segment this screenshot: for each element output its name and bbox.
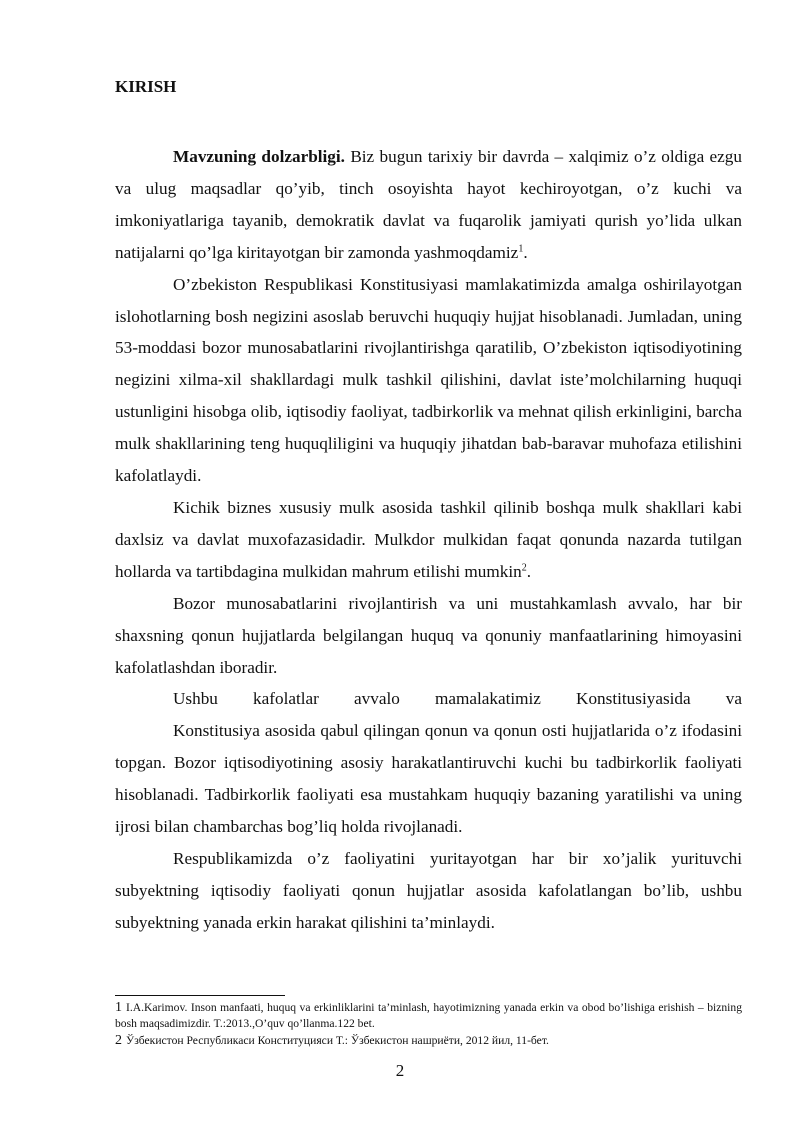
page-number: 2	[395, 1061, 405, 1080]
section-heading: KIRISH	[115, 77, 177, 96]
footnote-ref-2[interactable]: 2	[521, 562, 527, 574]
paragraph-2: O’zbekiston Respublikasi Konstitusiyasi mamlakatimizda amalga oshirilayotgan islohotlarning bosh negizini asoslab beruvchi huquqiy hujjat hisoblanadi. Jumladan, uning 53-moddasi bozor munosabatlarini rivojlantirishga qaratilib, O’zbekiston iqtisodiyotining negizini xilma-xil shakllardagi mulk tashkil qilishini, davlat iste’molchilarning huquqi ustunligini hisobga olib, iqtisodiy faoliyat, tadbirkorlik va mehnat qilish erkinligini, barcha mulk shakllarining teng huquqliligini va huquqiy jihatdan bab-baravar muhofaza etilishini kafolatlaydi.	[115, 274, 742, 486]
body-text	[115, 141, 742, 939]
paragraph-4: Bozor munosabatlarini rivojlantirish va uni mustahkamlash avvalo, har bir shaxsning qonun hujjatlarda belgilangan huquq va qonuniy manfaatlarining himoyasini kafolatlashdan iboradir.	[115, 593, 742, 677]
paragraph-3	[115, 492, 742, 588]
paragraph-5: Ushbu kafolatlar avvalo mamalakatimiz Konstitusiyasida va	[173, 689, 742, 709]
paragraph-text: Kichik biznes xususiy mulk asosida tashkil qilinib boshqa mulk shakllari kabi daxlsiz va davlat muxofazasidadir. Mulkdor mulkidan faqat qonunda nazarda tutilgan hollarda va tartibdagina mulkidan mahrum etilishi mumkin	[115, 497, 742, 581]
paragraph-tail: .	[523, 242, 528, 262]
footnote-2	[115, 1033, 742, 1049]
footnote-ref-1[interactable]: 1	[518, 242, 524, 254]
paragraph-tail: .	[526, 561, 531, 581]
paragraph-1	[115, 141, 742, 269]
footnote-divider	[115, 995, 285, 996]
paragraph-7: Respublikamizda o’z faoliyatini yuritayotgan har bir xo’jalik yurituvchi subyektning iqtisodiy faoliyati qonun hujjatlar asosida kafolatlangan bo’lib, ushbu subyektning yanada erkin harakat qilishini ta’minlaydi.	[115, 848, 742, 932]
footnote-text: Ўзбекистон Республикаси Конституцияси Т.: Ўзбекистон нашриёти, 2012 йил, 11-бет.	[126, 1034, 549, 1047]
paragraph-lead: Mavzuning dolzarbligi.	[173, 147, 345, 166]
footnote-text: I.A.Karimov. Inson manfaati, huquq va erkinliklarini ta’minlash, hayotimizning yanada erkin va obod bo’lishiga erishish – bizning bosh maqsadimizdir. T.:2013.,O’quv qo’llanma.122 bet.	[115, 1001, 742, 1030]
paragraph-text: Biz bugun tarixiy bir davrda – xalqimiz o’z oldiga ezgu va ulug maqsadlar qo’yib, tinch osoyishta hayot kechiroyotgan, o’z kuchi va imkoniyatlariga tayanib, demokratik davlat va fuqarolik jamiyati qurish yo’lida ulkan natijalarni qo’lga kiritayotgan bir zamonda yashmoqdamiz	[115, 147, 742, 262]
footnote-number: 2	[115, 1033, 122, 1048]
paragraph-6: Konstitusiya asosida qabul qilingan qonun va qonun osti hujjatlarida o’z ifodasini topgan. Bozor iqtisodiyotining asosiy harakatlantiruvchi kuchi bu tadbirkorlik faoliyati hisoblanadi. Tadbirkorlik faoliyati esa mustahkam huquqiy bazaning yaratilishi va uning ijrosi bilan chambarchas bog’liq holda rivojlanadi.	[115, 721, 742, 837]
footnote-number: 1	[115, 1000, 122, 1015]
footnotes	[115, 1000, 742, 1051]
footnote-1	[115, 1000, 742, 1031]
